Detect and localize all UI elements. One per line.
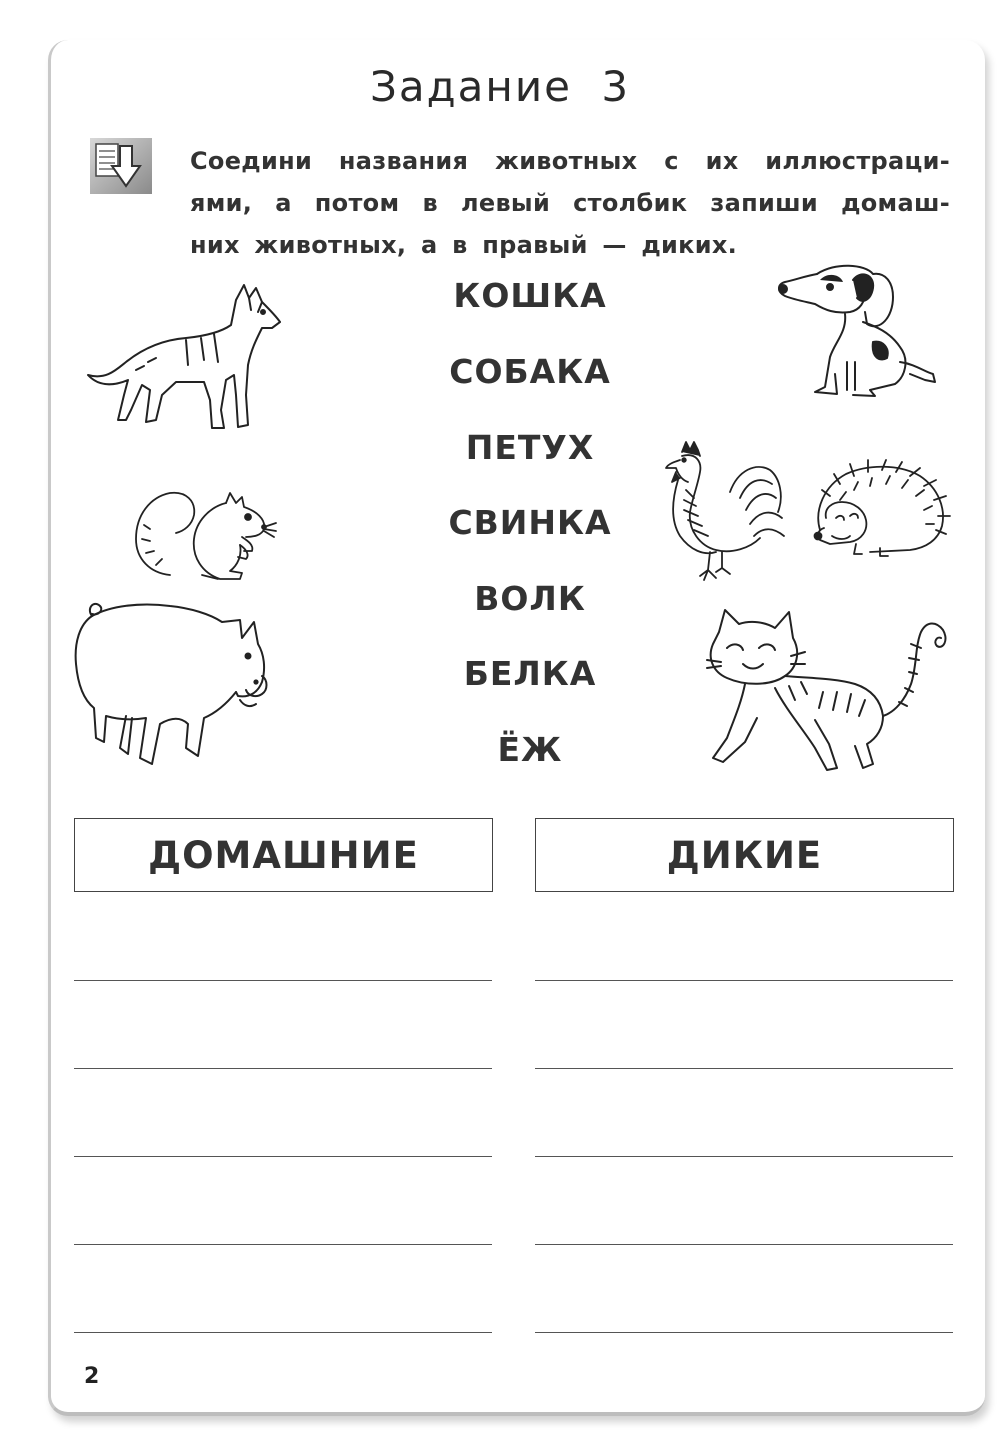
word-wolf[interactable]: ВОЛК (474, 579, 586, 618)
squirrel-illustration[interactable] (130, 485, 280, 585)
domestic-writing-line[interactable] (74, 1332, 492, 1333)
instruction-line: них животных, а в правый — диких. (190, 231, 738, 259)
wild-writing-line[interactable] (535, 1332, 953, 1333)
wild-column-header: ДИКИЕ (535, 818, 954, 892)
domestic-writing-line[interactable] (74, 1244, 492, 1245)
task-instruction (190, 140, 950, 266)
wild-writing-line[interactable] (535, 1244, 953, 1245)
domestic-column-header: ДОМАШНИЕ (74, 818, 493, 892)
pig-illustration[interactable] (70, 598, 270, 773)
task-write-icon (88, 132, 154, 198)
domestic-writing-line[interactable] (74, 1068, 492, 1069)
word-rooster[interactable]: ПЕТУХ (465, 428, 595, 467)
wild-writing-line[interactable] (535, 980, 953, 981)
word-dog[interactable]: СОБАКА (449, 352, 611, 391)
word-hedgehog[interactable]: ЁЖ (497, 730, 563, 769)
dog-illustration[interactable] (775, 262, 940, 402)
domestic-writing-line[interactable] (74, 1156, 492, 1157)
domestic-writing-line[interactable] (74, 980, 492, 981)
rooster-illustration[interactable] (660, 440, 790, 590)
page-number: 2 (84, 1364, 100, 1389)
hedgehog-illustration[interactable] (810, 460, 950, 560)
wolf-illustration[interactable] (86, 270, 286, 435)
word-pig[interactable]: СВИНКА (448, 503, 612, 542)
wild-writing-line[interactable] (535, 1156, 953, 1157)
word-cat[interactable]: КОШКА (453, 276, 607, 315)
cat-illustration[interactable] (705, 608, 950, 786)
instruction-line: Соедини названия животных с их иллюстраци- (190, 147, 950, 175)
wild-writing-line[interactable] (535, 1068, 953, 1069)
word-squirrel[interactable]: БЕЛКА (463, 654, 597, 693)
instruction-line: ями, а потом в левый столбик запиши домаш- (190, 189, 950, 217)
page-title: Задание 3 (369, 62, 631, 111)
